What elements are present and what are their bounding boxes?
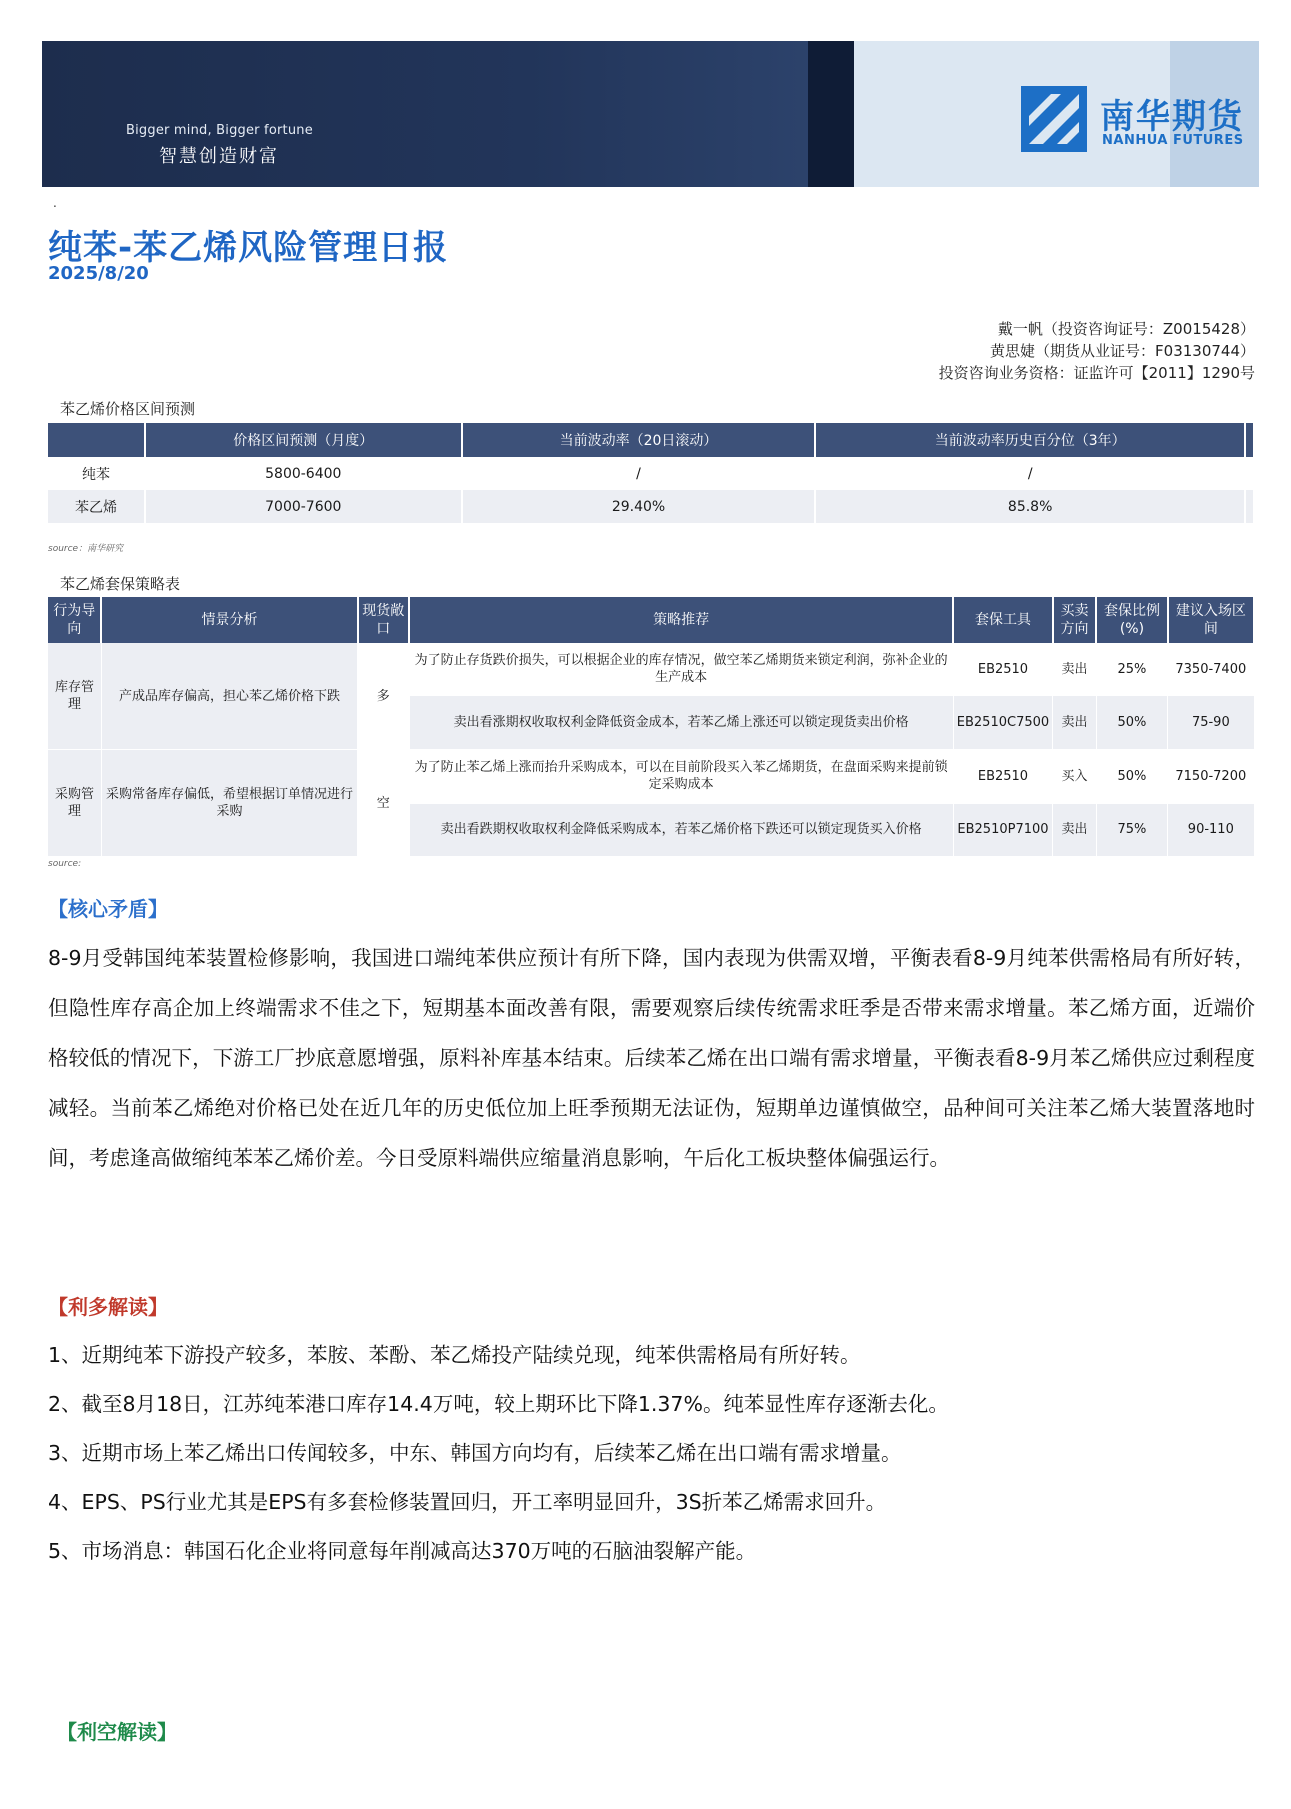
table-row <box>48 750 1254 804</box>
header-cell: 建议入场区间 <box>1168 597 1254 643</box>
exposure-cell: 空 <box>358 750 409 857</box>
range-cell: 7350-7400 <box>1168 643 1254 696</box>
brand-name-cn: 南华期货 <box>1100 97 1244 137</box>
price-table-header <box>48 423 1254 457</box>
product-cell: 纯苯 <box>48 457 145 490</box>
volatility-cell: 29.40% <box>462 490 816 523</box>
header-cell: 行为导向 <box>48 597 101 643</box>
list-item: 5、市场消息：韩国石化企业将同意每年削减高达370万吨的石脑油裂解产能。 <box>48 1539 757 1563</box>
header-cell: 价格区间预测（月度） <box>145 423 462 457</box>
exposure-cell: 多 <box>358 643 409 750</box>
header-cell: 套保工具 <box>953 597 1052 643</box>
brand-name-en: NANHUA FUTURES <box>1102 133 1244 148</box>
direction-cell: 卖出 <box>1053 696 1097 750</box>
hedge-table-header <box>48 597 1254 643</box>
report-date: 2025/8/20 <box>48 263 149 284</box>
scenario-cell: 产成品库存偏高，担心苯乙烯价格下跌 <box>101 643 357 750</box>
nanhua-logo-icon <box>1021 86 1087 152</box>
strategy-cell: 卖出看跌期权收取权利金降低采购成本，若苯乙烯价格下跌还可以锁定现货买入价格 <box>409 803 953 857</box>
core-paragraph: 8-9月受韩国纯苯装置检修影响，我国进口端纯苯供应预计有所下降，国内表现为供需双增，平衡表看8-9月纯苯供需格局有所好转，但隐性库存高企加上终端需求不佳之下，短期基本面改善有限，需要观察后续传统需求旺季是否带来需求增量。苯乙烯方面，近端价格较低的情况下，下游工厂抄底意愿增强，原料补库基本结束。后续苯乙烯在出口端有需求增量，平衡表看8-9月苯乙烯供应过剩程度减轻。当前苯乙烯绝对价格已处在近几年的历史低位加上旺季预期无法证伪，短期单边谨慎做空，品种间可关注苯乙烯大装置落地时间，考虑逢高做缩纯苯苯乙烯价差。今日受原料端供应缩量消息影响，午后化工板块整体偏强运行。 <box>48 946 1255 1170</box>
ratio-cell: 75% <box>1096 803 1167 857</box>
direction-cell: 卖出 <box>1053 643 1097 696</box>
list-item: 4、EPS、PS行业尤其是EPS有多套检修装置回归，开工率明显回升，3S折苯乙烯需求回升。 <box>48 1490 887 1514</box>
percentile-cell: 85.8% <box>815 490 1245 523</box>
bullish-heading: 【利多解读】 <box>48 1295 168 1319</box>
bullish-list <box>48 1331 1255 1576</box>
header-cell: 情景分析 <box>101 597 357 643</box>
range-cell: 7150-7200 <box>1168 750 1254 804</box>
table-row <box>48 490 1254 523</box>
qualification: 投资咨询业务资格：证监许可【2011】1290号 <box>938 364 1255 382</box>
core-heading: 【核心矛盾】 <box>48 897 168 921</box>
list-item: 3、近期市场上苯乙烯出口传闻较多，中东、韩国方向均有，后续苯乙烯在出口端有需求增量。 <box>48 1441 902 1465</box>
bullet-dot: . <box>53 196 57 210</box>
list-item: 1、近期纯苯下游投产较多，苯胺、苯酚、苯乙烯投产陆续兑现，纯苯供需格局有所好转。 <box>48 1343 861 1367</box>
header-cell: 当前波动率历史百分位（3年） <box>815 423 1245 457</box>
slogan-chinese: 智慧创造财富 <box>159 146 279 167</box>
hedge-strategy-table <box>48 597 1255 857</box>
author-1: 戴一帆（投资咨询证号：Z0015428） <box>997 320 1255 338</box>
scenario-cell: 采购常备库存偏低，希望根据订单情况进行采购 <box>101 750 357 857</box>
direction-cell: 卖出 <box>1053 803 1097 857</box>
report-title: 纯苯-苯乙烯风险管理日报 <box>48 228 449 268</box>
tool-cell: EB2510 <box>953 750 1052 804</box>
header-cell: 策略推荐 <box>409 597 953 643</box>
table-row <box>48 457 1254 490</box>
range-cell: 90-110 <box>1168 803 1254 857</box>
percentile-cell: / <box>815 457 1245 490</box>
price-table-caption: 苯乙烯价格区间预测 <box>60 400 196 418</box>
header-cell: 现货敞口 <box>358 597 409 643</box>
header-cell: 买卖方向 <box>1053 597 1097 643</box>
range-cell: 7000-7600 <box>145 490 462 523</box>
price-table-source: source：南华研究 <box>48 544 124 554</box>
price-range-table <box>48 423 1255 533</box>
ratio-cell: 25% <box>1096 643 1167 696</box>
strategy-cell: 卖出看涨期权收取权利金降低资金成本，若苯乙烯上涨还可以锁定现货卖出价格 <box>409 696 953 750</box>
header-banner <box>42 41 1259 187</box>
table-row <box>48 643 1254 696</box>
ratio-cell: 50% <box>1096 696 1167 750</box>
ratio-cell: 50% <box>1096 750 1167 804</box>
tool-cell: EB2510C7500 <box>953 696 1052 750</box>
volatility-cell: / <box>462 457 816 490</box>
behavior-cell: 库存管理 <box>48 643 101 750</box>
behavior-cell: 采购管理 <box>48 750 101 857</box>
slogan-english: Bigger mind, Bigger fortune <box>126 123 313 138</box>
header-cell: 套保比例(%) <box>1096 597 1167 643</box>
tool-cell: EB2510P7100 <box>953 803 1052 857</box>
range-cell: 5800-6400 <box>145 457 462 490</box>
tool-cell: EB2510 <box>953 643 1052 696</box>
bearish-heading: 【利空解读】 <box>57 1720 177 1744</box>
author-block <box>939 318 1255 384</box>
header-cell: 当前波动率（20日滚动） <box>462 423 816 457</box>
author-2: 黄思婕（期货从业证号：F03130744） <box>990 342 1255 360</box>
strategy-cell: 为了防止存货跌价损失，可以根据企业的库存情况，做空苯乙烯期货来锁定利润，弥补企业的生产成本 <box>409 643 953 696</box>
direction-cell: 买入 <box>1053 750 1097 804</box>
strategy-cell: 为了防止苯乙烯上涨而抬升采购成本，可以在目前阶段买入苯乙烯期货，在盘面采购来提前锁定采购成本 <box>409 750 953 804</box>
banner-divider <box>808 41 854 187</box>
hedge-table-source: source: <box>48 859 82 869</box>
header-cell <box>48 423 145 457</box>
product-cell: 苯乙烯 <box>48 490 145 523</box>
range-cell: 75-90 <box>1168 696 1254 750</box>
list-item: 2、截至8月18日，江苏纯苯港口库存14.4万吨，较上期环比下降1.37%。纯苯显性库存逐渐去化。 <box>48 1392 949 1416</box>
hedge-table-caption: 苯乙烯套保策略表 <box>60 575 181 593</box>
